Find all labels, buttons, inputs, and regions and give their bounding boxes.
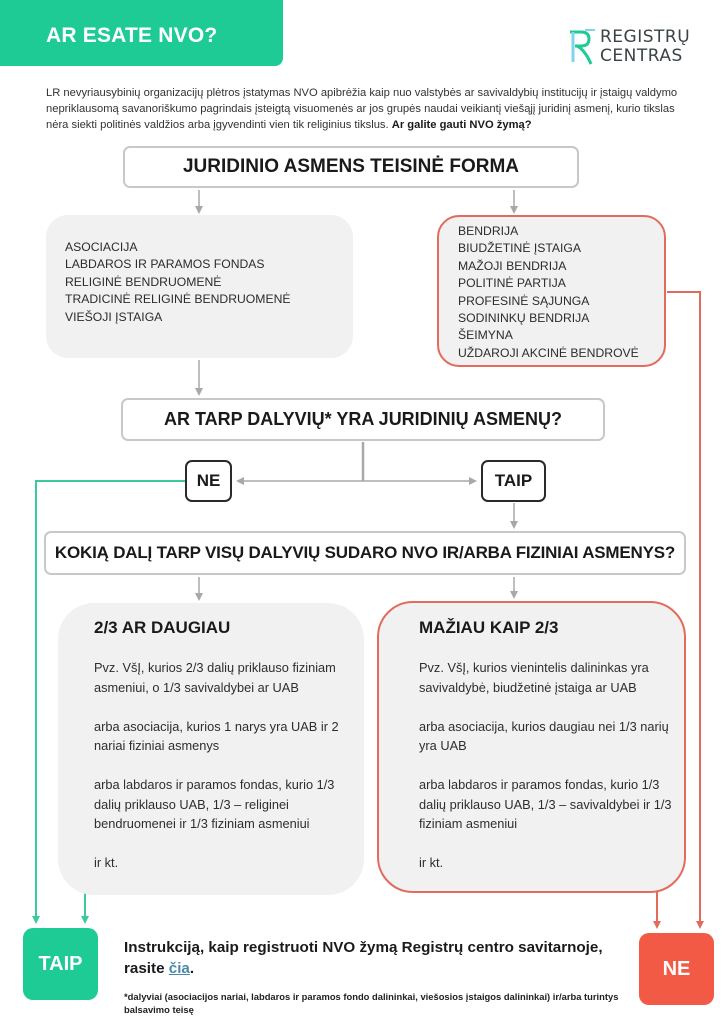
eligible-form-item: VIEŠOJI ĮSTAIGA — [65, 309, 163, 324]
ineligible-form-item: BIUDŽETINĖ ĮSTAIGA — [458, 241, 582, 256]
question-share: KOKIĄ DALĮ TARP VISŲ DALYVIŲ SUDARO NVO IR/ARBA FIZINIAI ASMENYS? — [44, 531, 686, 575]
page-title: AR ESATE NVO? — [46, 24, 218, 47]
detail-paragraph: Pvz. VšĮ, kurios 2/3 dalių priklauso fiziniam asmeniui, o 1/3 savivaldybei ar UAB — [94, 660, 336, 695]
instruction-text — [124, 937, 634, 979]
ineligible-form-item: ŠEIMYNA — [458, 328, 513, 343]
registru-centras-logo-icon — [567, 28, 597, 68]
question-legal-persons: AR TARP DALYVIŲ* YRA JURIDINIŲ ASMENŲ? — [121, 398, 605, 441]
instruction-link[interactable]: čia — [168, 960, 190, 977]
detail-paragraph: ir kt. — [94, 855, 119, 870]
ineligible-form-item: MAŽOJI BENDRIJA — [458, 258, 567, 273]
instruction-body: Instrukciją, kaip registruoti NVO žymą Registrų centro savitarnoje, rasite — [124, 939, 603, 977]
eligible-form-item: TRADICINĖ RELIGINĖ BENDRUOMENĖ — [65, 292, 291, 307]
share-two-thirds-or-more-box — [58, 603, 364, 895]
ineligible-forms-box — [437, 215, 666, 367]
question-legal-form: JURIDINIO ASMENS TEISINĖ FORMA — [123, 146, 579, 188]
ineligible-form-item: BENDRIJA — [458, 224, 519, 238]
footnote: *dalyviai (asociacijos nariai, labdaros ir paramos fondo dalininkai, viešosios įstaigos dalininkai) ir/arba turintys balsavimo teisę — [124, 991, 619, 1015]
instruction-suffix: . — [189, 960, 195, 977]
eligible-form-item: ASOCIACIJA — [65, 240, 138, 254]
eligible-form-item: LABDAROS IR PARAMOS FONDAS — [65, 257, 265, 272]
registru-centras-logo — [567, 28, 692, 70]
result-yes-badge: TAIP — [23, 928, 98, 1000]
detail-paragraph: ir kt. — [419, 855, 444, 870]
ineligible-form-item: SODININKŲ BENDRIJA — [458, 311, 590, 326]
intro-body: LR nevyriausybinių organizacijų plėtros įstatymas NVO apibrėžia kaip nuo valstybės ar savivaldybių institucijų ir įstaigų valdymo nepriklausomą savanoriškumo pagrindais įsteigtą visuomenės ar jos grupės naudai veikiantį viešąjį juridinį asmenį, kurio tikslas nėra siekti politinės valdžios arba įgyvendinti vien tik religinius tikslus. — [46, 87, 678, 131]
answer-yes-box: TAIP — [481, 460, 546, 502]
logo-line1: REGISTRŲ — [600, 27, 691, 47]
detail-paragraph: arba labdaros ir paramos fondas, kurio 1/3 dalių priklauso UAB, 1/3 – savivaldybei ir 1/3 fiziniam asmeniui — [419, 777, 672, 831]
logo-line2: CENTRAS — [600, 46, 683, 66]
detail-paragraph: arba asociacija, kurios 1 narys yra UAB ir 2 nariai fiziniai asmenys — [94, 718, 339, 753]
eligible-form-item: RELIGINĖ BENDRUOMENĖ — [65, 274, 222, 289]
detail-title: MAŽIAU KAIP 2/3 — [419, 618, 559, 637]
detail-paragraph: arba labdaros ir paramos fondas, kurio 1/3 dalių priklauso UAB, 1/3 – religinei bendruomenei ir 1/3 fiziniam asmeniui — [94, 777, 335, 831]
intro-question: Ar galite gauti NVO žymą? — [391, 119, 532, 131]
ineligible-form-item: POLITINĖ PARTIJA — [458, 276, 566, 291]
answer-no-box: NE — [185, 460, 232, 502]
intro-text — [46, 85, 686, 133]
ineligible-form-item: PROFESINĖ SĄJUNGA — [458, 293, 590, 308]
eligible-forms-box — [46, 215, 353, 358]
detail-paragraph: arba asociacija, kurios daugiau nei 1/3 narių yra UAB — [419, 718, 669, 753]
detail-title: 2/3 AR DAUGIAU — [94, 618, 231, 637]
share-less-than-two-thirds-box — [377, 601, 686, 893]
result-no-badge: NE — [639, 933, 714, 1005]
detail-paragraph: Pvz. VšĮ, kurios vienintelis dalininkas yra savivaldybė, biudžetinė įstaiga ar UAB — [419, 660, 649, 695]
ineligible-form-item: UŽDAROJI AKCINĖ BENDROVĖ — [458, 345, 639, 360]
